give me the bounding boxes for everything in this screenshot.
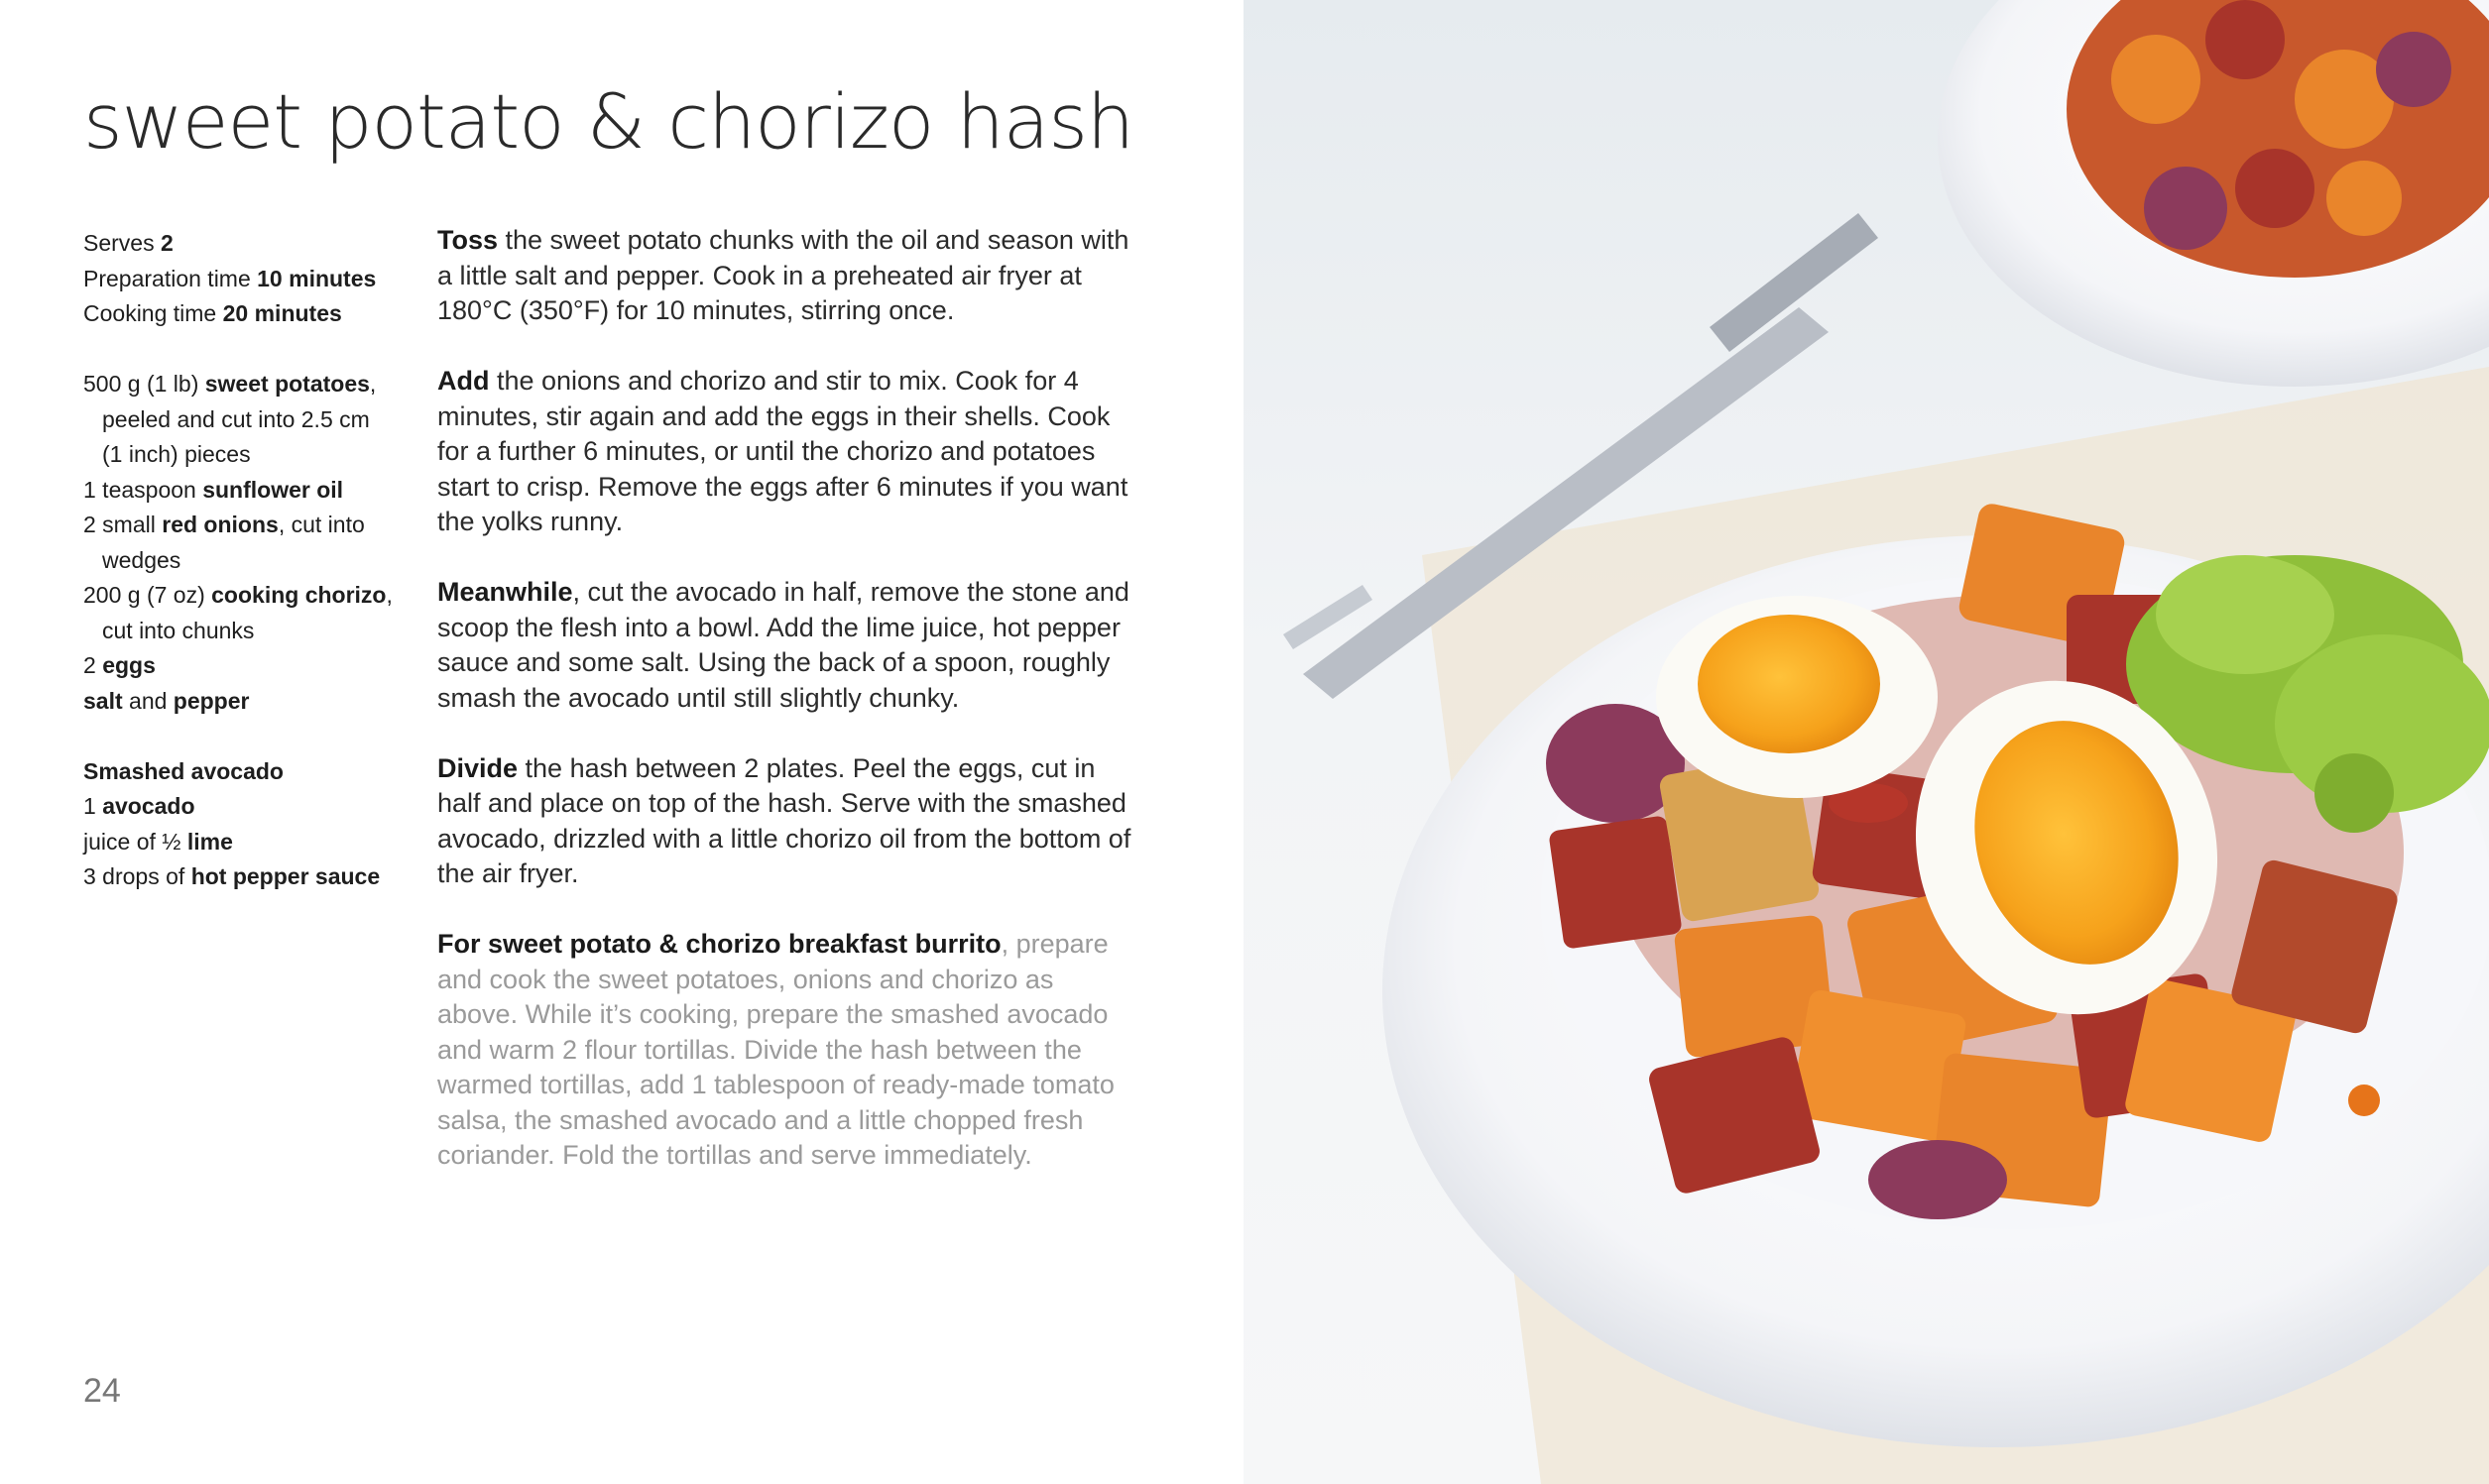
- ingredient-join: and: [122, 687, 174, 714]
- ingredient-name: lime: [186, 828, 233, 855]
- step-text: the sweet potato chunks with the oil and season with a little salt and pepper. Cook in a preheated air fryer at 180°C (350°F) for 10 minutes, stirring once.: [437, 225, 1129, 325]
- prep-label: Preparation time: [83, 265, 258, 291]
- recipe-title: sweet potato & chorizo hash: [83, 77, 1134, 166]
- page-number: 24: [83, 1372, 121, 1410]
- egg-left: [1656, 596, 1938, 798]
- ingredient-name: pepper: [173, 687, 250, 714]
- step-text: , cut the avocado in half, remove the stone and scoop the flesh into a bowl. Add the lime juice, hot pepper sauce and some salt. Using the back of a spoon, roughly smash the avocado until still slightly chunky.: [437, 577, 1129, 713]
- ingredient-qty: juice of ½: [83, 828, 187, 855]
- ingredient-qty: 500 g (1 lb): [83, 371, 205, 397]
- subheading-text: Smashed avocado: [83, 757, 284, 784]
- ingredient-avocado: [83, 789, 411, 825]
- step-text: the onions and chorizo and stir to mix. Cook for 4 minutes, stir again and add the eggs in their shells. Cook for a further 6 minutes, or until the chorizo and potatoes start to crisp. Remove the eggs after 6 minutes if you want the yolks runny.: [437, 366, 1128, 536]
- spacer: [83, 332, 411, 368]
- prep-value: 10 minutes: [257, 265, 377, 291]
- step-keyword: Divide: [437, 752, 519, 783]
- ingredient-suffix: ,: [386, 582, 393, 608]
- step-keyword: Add: [437, 366, 490, 396]
- ingredient-sweet-potatoes: [83, 367, 411, 402]
- variation-title: For sweet potato & chorizo breakfast burrito: [437, 929, 1002, 959]
- ingredient-hot-pepper-sauce: [83, 859, 411, 895]
- ingredient-name: eggs: [102, 652, 156, 678]
- recipe-page: [0, 0, 1244, 1484]
- ingredient-continuation: peeled and cut into 2.5 cm: [102, 405, 370, 432]
- subheading-smashed-avocado: [83, 754, 411, 790]
- ingredient-eggs: [83, 648, 411, 684]
- cook-label: Cooking time: [83, 300, 223, 326]
- ingredient-continuation: wedges: [102, 546, 181, 573]
- cook-value: 20 minutes: [222, 300, 342, 326]
- ingredient-qty: 200 g (7 oz): [83, 582, 212, 608]
- food-photo: [1244, 0, 2489, 1484]
- serves-value: 2: [160, 230, 174, 256]
- method-step: [437, 751, 1131, 892]
- prep-time-line: [83, 262, 411, 297]
- step-keyword: Meanwhile: [437, 577, 573, 607]
- ingredient-continuation: cut into chunks: [102, 617, 255, 643]
- ingredient-name: cooking chorizo: [211, 582, 387, 608]
- step-keyword: Toss: [437, 225, 499, 255]
- ingredient-qty: 3 drops of: [83, 863, 191, 889]
- ingredient-name: sunflower oil: [202, 476, 344, 503]
- method-column: [437, 223, 1131, 1208]
- ingredient-name: red onions: [162, 512, 279, 537]
- ingredient-suffix: ,: [369, 371, 377, 397]
- ingredient-sunflower-oil: [83, 473, 411, 509]
- ingredient-red-onions: [83, 508, 411, 543]
- ingredient-qty: 1: [83, 793, 103, 819]
- spacer: [83, 719, 411, 754]
- ingredient-chorizo: [83, 578, 411, 614]
- oil-drop: [2348, 1084, 2380, 1116]
- ingredient-continuation: (1 inch) pieces: [102, 441, 251, 467]
- recipe-variation: [437, 927, 1131, 1174]
- ingredient-name: avocado: [102, 793, 195, 819]
- method-step: [437, 364, 1131, 540]
- ingredient-salt-pepper: [83, 684, 411, 720]
- ingredient-qty: 2 small: [83, 512, 163, 537]
- variation-text: , prepare and cook the sweet potatoes, onions and chorizo as above. While it’s cooking, prepare the smashed avocado and warm 2 flour tortillas. Divide the hash between the warmed tortillas, add 1 tablespoon of ready-made tomato salsa, the smashed avocado and a little chopped fresh coriander. Fold the tortillas and serve immediately.: [437, 929, 1115, 1170]
- ingredient-name: hot pepper sauce: [190, 863, 381, 889]
- serves-line: [83, 226, 411, 262]
- hash-plate-illustration: [1244, 0, 2489, 1484]
- cook-time-line: [83, 296, 411, 332]
- ingredient-qty: 1 teaspoon: [83, 476, 203, 503]
- ingredient-lime: [83, 825, 411, 860]
- ingredients-column: [83, 226, 411, 895]
- ingredient-suffix: , cut into: [278, 512, 365, 537]
- method-step: [437, 223, 1131, 329]
- ingredient-name: sweet potatoes: [204, 371, 370, 397]
- serves-label: Serves: [83, 230, 161, 256]
- ingredient-name: salt: [83, 687, 123, 714]
- step-text: the hash between 2 plates. Peel the eggs, cut in half and place on top of the hash. Serve with the smashed avocado, drizzled with a little chorizo oil from the bottom of the air fryer.: [437, 752, 1131, 888]
- ingredient-qty: 2: [83, 652, 103, 678]
- method-step: [437, 575, 1131, 716]
